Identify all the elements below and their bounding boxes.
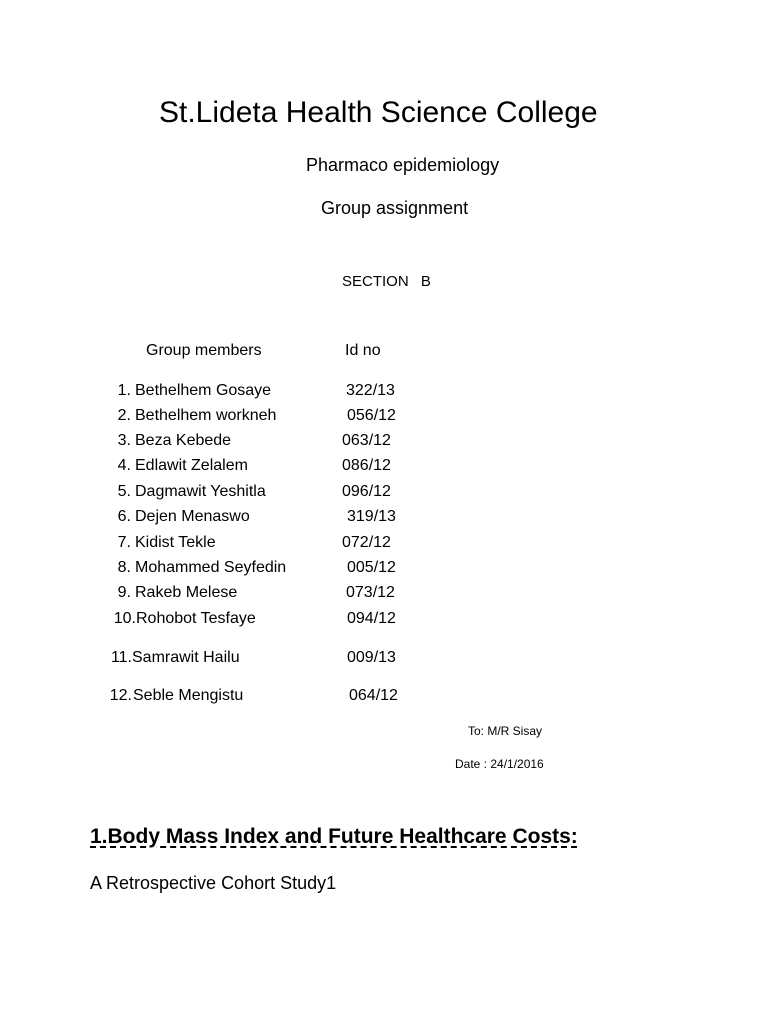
assignment-type: Group assignment bbox=[321, 198, 469, 218]
member-number: 8. bbox=[117, 559, 131, 576]
member-name: Beza Kebede bbox=[135, 432, 232, 449]
member-id: 064/12 bbox=[349, 687, 398, 704]
member-number: 4. bbox=[117, 457, 131, 474]
member-row bbox=[0, 382, 768, 404]
member-number: 9. bbox=[117, 584, 131, 601]
member-number: 2. bbox=[117, 407, 131, 424]
member-row bbox=[0, 407, 768, 429]
member-id: 322/13 bbox=[346, 382, 395, 399]
member-number: 3. bbox=[117, 432, 131, 449]
member-number: 11. bbox=[110, 649, 132, 666]
member-name: Kidist Tekle bbox=[135, 534, 216, 551]
member-row bbox=[0, 508, 768, 530]
id-column-header: Id no bbox=[345, 342, 381, 359]
article-heading: 1.Body Mass Index and Future Healthcare Costs: bbox=[90, 825, 578, 848]
member-name: Dagmawit Yeshitla bbox=[135, 483, 266, 500]
member-number: 5. bbox=[117, 483, 131, 500]
member-name: Dejen Menaswo bbox=[135, 508, 250, 525]
member-id: 096/12 bbox=[342, 483, 391, 500]
member-row bbox=[0, 457, 768, 479]
member-name: Samrawit Hailu bbox=[132, 649, 240, 666]
member-number: 1. bbox=[117, 382, 131, 399]
member-name: Edlawit Zelalem bbox=[135, 457, 248, 474]
member-id: 319/13 bbox=[347, 508, 396, 525]
member-row bbox=[0, 534, 768, 556]
member-number: 10. bbox=[113, 610, 136, 627]
member-id: 086/12 bbox=[342, 457, 391, 474]
member-name: Bethelhem workneh bbox=[135, 407, 277, 424]
members-column-header: Group members bbox=[146, 342, 262, 359]
member-id: 056/12 bbox=[347, 407, 396, 424]
course-name: Pharmaco epidemiology bbox=[306, 155, 500, 175]
member-row bbox=[0, 584, 768, 606]
member-row bbox=[0, 559, 768, 581]
member-id: 073/12 bbox=[346, 584, 395, 601]
member-id: 009/13 bbox=[347, 649, 396, 666]
submission-date: Date : 24/1/2016 bbox=[455, 757, 544, 771]
member-row bbox=[0, 432, 768, 454]
member-row bbox=[0, 687, 768, 709]
member-name: Mohammed Seyfedin bbox=[135, 559, 287, 576]
member-name: Bethelhem Gosaye bbox=[135, 382, 272, 399]
member-name: Rakeb Melese bbox=[135, 584, 238, 601]
member-id: 072/12 bbox=[342, 534, 391, 551]
member-name: Seble Mengistu bbox=[133, 687, 244, 704]
section-label: SECTION B bbox=[342, 273, 431, 290]
member-id: 063/12 bbox=[342, 432, 391, 449]
addressee: To: M/R Sisay bbox=[468, 724, 543, 738]
member-row bbox=[0, 649, 768, 671]
member-row bbox=[0, 483, 768, 505]
member-name: Rohobot Tesfaye bbox=[136, 610, 256, 627]
college-title: St.Lideta Health Science College bbox=[159, 96, 598, 129]
member-number: 7. bbox=[117, 534, 131, 551]
member-row bbox=[0, 610, 768, 632]
member-id: 094/12 bbox=[347, 610, 396, 627]
article-subheading: A Retrospective Cohort Study1 bbox=[90, 873, 337, 893]
member-id: 005/12 bbox=[347, 559, 396, 576]
member-number: 12. bbox=[109, 687, 132, 704]
member-number: 6. bbox=[117, 508, 131, 525]
